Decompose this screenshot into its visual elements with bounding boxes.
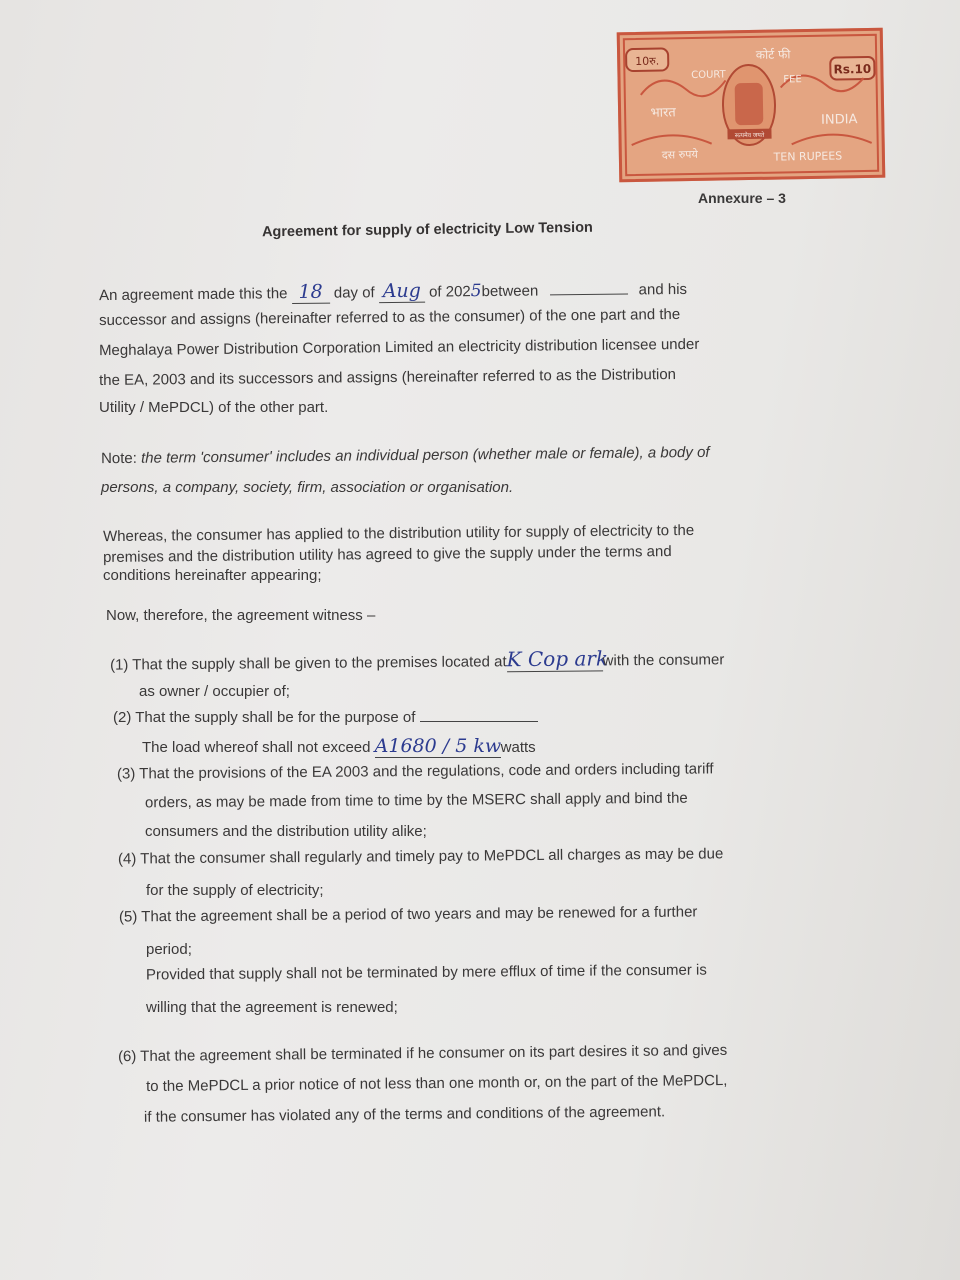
- clause-3-line-2: orders, as may be made from time to time by the MSERC shall apply and bind the: [144, 789, 688, 812]
- clause-6-line-2: to the MePDCL a prior notice of not less than one month or, on the part of the MePDCL,: [145, 1071, 728, 1096]
- whereas-line-2: premises and the distribution utility has agreed to give the supply under the terms and: [102, 543, 672, 566]
- clause-1-line-1: (1) That the supply shall be given to the premises located atK Cop arkwith the consumer: [109, 646, 725, 674]
- stamp-court: COURT: [691, 69, 726, 82]
- intro-line-3: Meghalaya Power Distribution Corporation Limited an electricity distribution licensee under: [98, 335, 700, 360]
- annexure-label: Annexure – 3: [698, 190, 786, 206]
- whereas-line-3: conditions hereinafter appearing;: [103, 567, 322, 584]
- handwritten-day: 18: [298, 280, 323, 303]
- intro-line-1: An agreement made this the 18 day of Aug of 2025between and his: [98, 279, 688, 305]
- stamp-bharat: भारत: [650, 105, 676, 121]
- clause-4-line-1: (4) That the consumer shall regularly and timely pay to MePDCL all charges as may be due: [117, 845, 724, 868]
- court-fee-stamp: [617, 28, 886, 183]
- clause-5-line-2: period;: [146, 941, 192, 958]
- handwritten-month: Aug: [382, 279, 422, 303]
- clause-5-line-4: willing that the agreement is renewed;: [146, 999, 398, 1016]
- now-therefore: Now, therefore, the agreement witness –: [106, 607, 376, 624]
- clause-4-line-2: for the supply of electricity;: [146, 882, 324, 899]
- document-title: Agreement for supply of electricity Low Tension: [261, 219, 593, 241]
- clause-6-line-1: (6) That the agreement shall be terminated if he consumer on its part desires it so and gives: [117, 1041, 728, 1066]
- stamp-fee: FEE: [783, 74, 802, 86]
- whereas-line-1: Whereas, the consumer has applied to the distribution utility for supply of electricity to the: [102, 521, 695, 546]
- purpose-field: [420, 721, 538, 722]
- stamp-ten-rupees: TEN RUPEES: [773, 149, 843, 164]
- load-field: [375, 735, 501, 758]
- consumer-name-field: [550, 294, 628, 296]
- note-label: Note:: [100, 449, 137, 468]
- handwritten-load: A1680 / 5 kw: [374, 735, 502, 757]
- premises-field: [506, 646, 609, 672]
- stamp-value-left: 10रु.: [635, 54, 660, 69]
- month-field: [379, 280, 425, 303]
- day-field: [292, 281, 330, 304]
- note-line-2: persons, a company, society, firm, association or organisation.: [101, 479, 514, 496]
- intro-line-4: the EA, 2003 and its successors and assigns (hereinafter referred to as the Distribution: [98, 365, 677, 390]
- intro-line-2: successor and assigns (hereinafter referred to as the consumer) of the one part and the: [98, 305, 681, 330]
- clause-1-line-2: as owner / occupier of;: [139, 683, 290, 700]
- stamp-value-right: Rs.10: [833, 61, 872, 77]
- clause-2-line-2: The load whereof shall not exceed A1680 / 5 kwwatts: [142, 735, 536, 757]
- stamp-india: INDIA: [820, 112, 858, 128]
- handwritten-premises: K Cop ark: [506, 646, 609, 672]
- clause-5-line-1: (5) That the agreement shall be a period of two years and may be renewed for a further: [118, 903, 698, 926]
- clause-6-line-3: if the consumer has violated any of the terms and conditions of the agreement.: [143, 1103, 666, 1126]
- clause-5-line-3: Provided that supply shall not be terminated by mere efflux of time if the consumer is: [145, 961, 707, 984]
- stamp-hindi-court-fee: कोर्ट फी: [755, 47, 791, 62]
- stamp-hindi-ten-rupees: दस रुपये: [661, 147, 698, 162]
- note-line-1: Note: the term 'consumer' includes an individual person (whether male or female), a body of: [100, 443, 710, 468]
- clause-3-line-1: (3) That the provisions of the EA 2003 and the regulations, code and orders including tariff: [116, 760, 714, 783]
- handwritten-year-digit: 5: [470, 281, 482, 302]
- clause-2-line-1: (2) That the supply shall be for the purpose of: [113, 709, 538, 726]
- stamp-motto: सत्यमेव जयते: [734, 131, 765, 140]
- intro-line-5: Utility / MePDCL) of the other part.: [99, 399, 329, 416]
- clause-3-line-3: consumers and the distribution utility alike;: [145, 823, 427, 840]
- stamp-graphic: [620, 31, 882, 180]
